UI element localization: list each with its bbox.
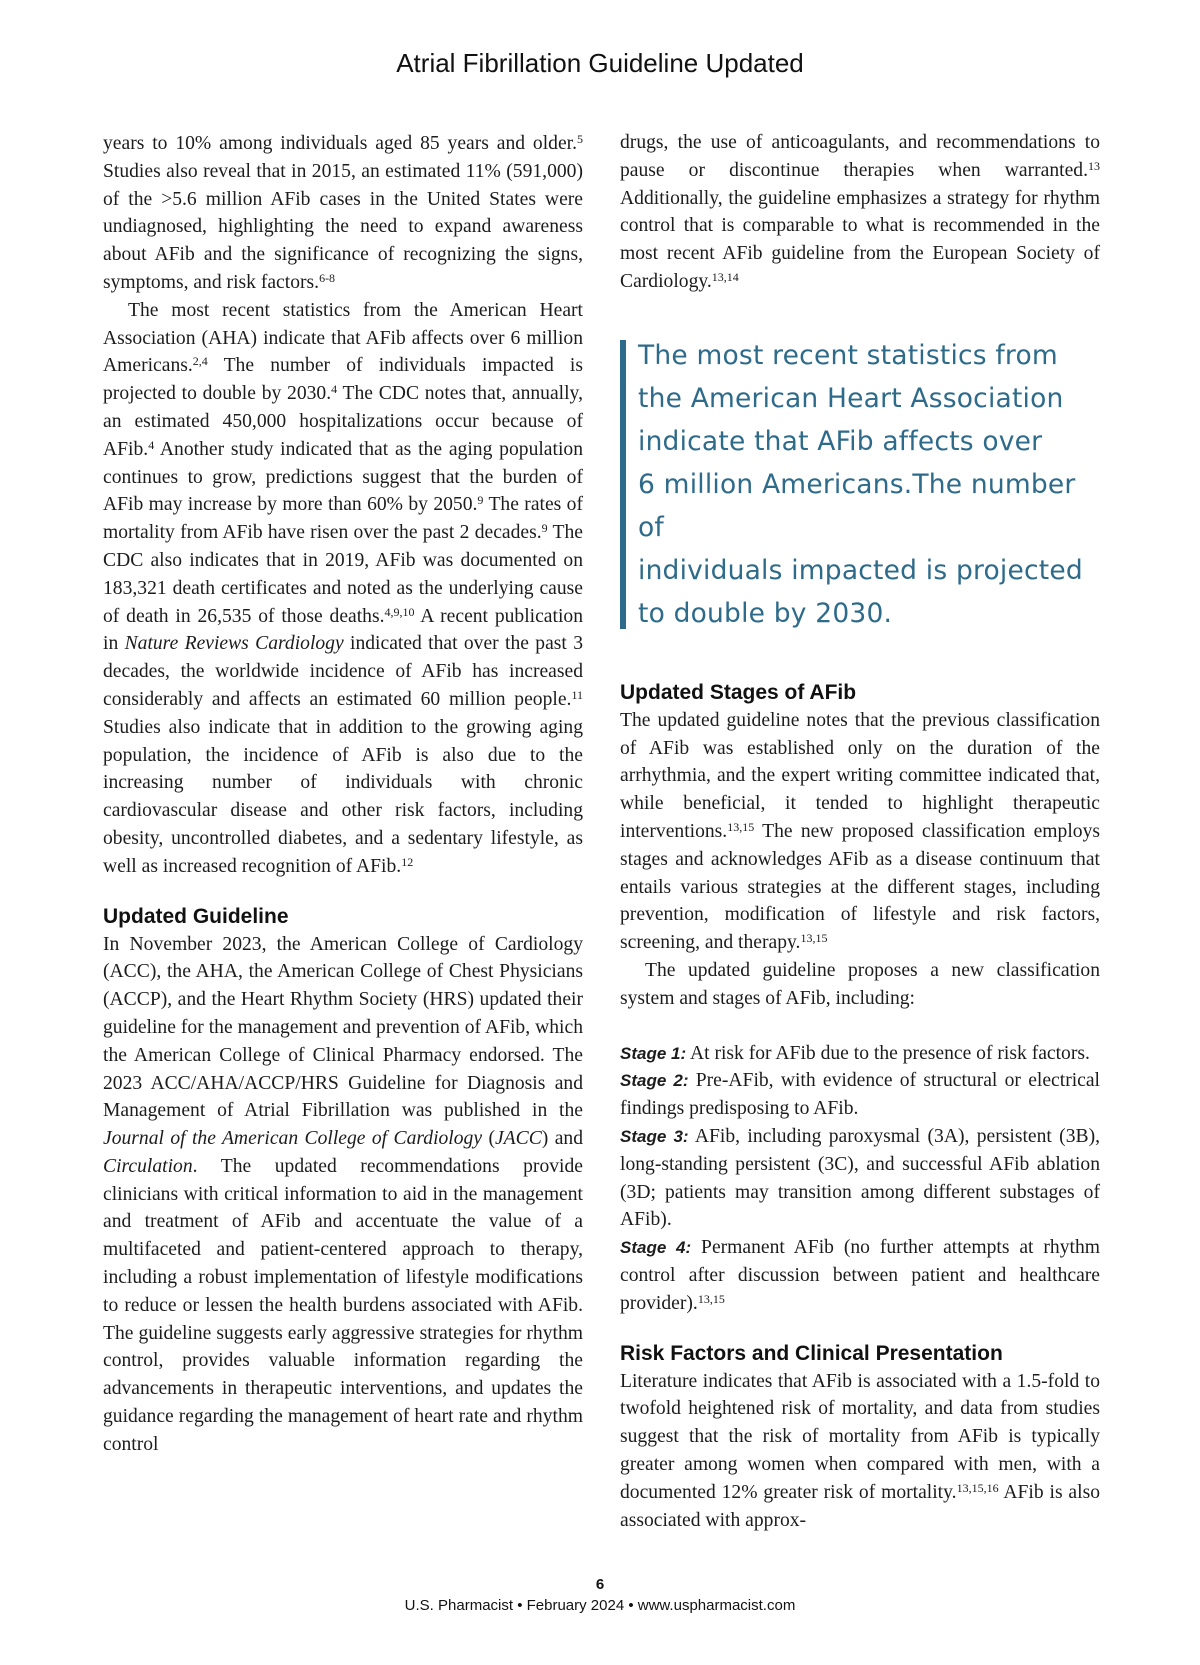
stage-list <box>620 1040 1100 1318</box>
paragraph: In November 2023, the American College of Cardiology (ACC), the AHA, the American College of Chest Physicians (ACCP), and the Heart Rhythm Society (HRS) updated their guideline for the management and prevention of AFib, which the American College of Clinical Pharmacy endorsed. The 2023 ACC/AHA/ACCP/HRS Guideline for Diagnosis and Management of Atrial Fibrillation was published in the Journal of the American College of Cardiology (JACC) and Circulation. The updated recommendations provide clinicians with critical information to aid in the management and treatment of AFib and accentuate the value of a multifaceted and patient-centered approach to therapy, including a robust implementation of lifestyle modifications to reduce or lessen the health burdens associated with AFib. The guideline suggests early aggressive strategies for rhythm control, provides valuable information regarding the advancements in therapeutic interventions, and updates the guidance regarding the management of heart rate and rhythm control <box>103 933 583 1455</box>
left-column <box>103 130 583 1459</box>
pull-quote-line: 6 million Americans.The number of <box>638 468 1076 543</box>
pull-quote <box>620 332 1100 635</box>
section-heading: Risk Factors and Clinical Presentation <box>620 1341 1003 1365</box>
stage-item: Stage 2: Pre-AFib, with evidence of structural or electrical findings predisposing to AFib. <box>620 1070 1100 1120</box>
pull-quote-line: the American Heart Association <box>638 382 1064 414</box>
section-heading: Updated Stages of AFib <box>620 680 857 704</box>
stage-item: Stage 4: Permanent AFib (no further attempts at rhythm control after discussion between patient and healthcare provider).$^{13,15}$ <box>620 1237 1100 1314</box>
running-head: Atrial Fibrillation Guideline Updated <box>396 48 804 78</box>
paragraph: The most recent statistics from the American Heart Association (AHA) indicate that AFib affects over 6 million Americans.$^{2,4}$ The number of individuals impacted is projected to double by 2030.$^4$ The CDC notes that, annually, an estimated 450,000 hospitalizations occur because of AFib.$^4$ Another study indicated that as the aging population continues to grow, predictions suggest that the burden of AFib may increase by more than 60% by 2050.$^9$ The rates of mortality from AFib have risen over the past 2 decades.$^9$ The CDC also indicates that in 2019, AFib was documented on 183,321 death certificates and noted as the underlying cause of death in 26,535 of those deaths.$^{4,9,10}$ A recent publication in Nature Reviews Cardiology indicated that over the past 3 decades, the worldwide incidence of AFib has increased considerably and affects an estimated 60 million people.$^{11}$ Studies also indicate that in addition to the growing aging population, the incidence of AFib is also due to the increasing number of individuals with chronic cardiovascular disease and other risk factors, including obesity, uncontrolled diabetes, and a sedentary lifestyle, as well as increased recognition of AFib.$^{12}$ <box>103 299 583 877</box>
stage-item: Stage 1: At risk for AFib due to the presence of risk factors. <box>620 1042 1090 1064</box>
pull-quote-line: The most recent statistics from <box>638 339 1058 371</box>
paragraph: drugs, the use of anticoagulants, and recommendations to pause or discontinue therapies when warranted.$^{13}$ Additionally, the guideline emphasizes a strategy for rhythm control that is comparable to what is recommended in the most recent AFib guideline from the European Society of Cardiology.$^{13,14}$ <box>620 132 1100 292</box>
paragraph: The updated guideline notes that the previous classification of AFib was established only on the duration of the arrhythmia, and the expert writing committee indicated that, while beneficial, it tended to highlight therapeutic interventions.$^{13,15}$ The new proposed classification employs stages and acknowledges AFib as a disease continuum that entails various strategies at the different stages, including prevention, modification of lifestyle and risk factors, screening, and therapy.$^{13,15}$ <box>620 709 1100 954</box>
pull-quote-bar <box>620 340 626 629</box>
stage-item: Stage 3: AFib, including paroxysmal (3A), persistent (3B), long-standing persistent (3C), and successful AFib ablation (3D; patients may transition among different substages of AFib). <box>620 1125 1100 1231</box>
paragraph: Literature indicates that AFib is associated with a 1.5-fold to twofold heightened risk of mortality, and data from studies suggest that the risk of mortality from AFib is typically greater among women when compared with men, with a documented 12% greater risk of mortality.$^{13,15,16}$ AFib is also associated with approx- <box>620 1370 1100 1531</box>
section-heading: Updated Guideline <box>103 904 289 928</box>
right-column <box>620 129 1100 1534</box>
publication-line: U.S. Pharmacist • February 2024 • www.uspharmacist.com <box>404 1597 796 1614</box>
pull-quote-line: indicate that AFib affects over <box>638 425 1043 457</box>
pull-quote-line: to double by 2030. <box>638 597 893 629</box>
pull-quote-line: individuals impacted is projected <box>638 554 1083 586</box>
page-number: 6 <box>595 1576 605 1593</box>
paragraph: years to 10% among individuals aged 85 years and older.$^5$ Studies also reveal that in 2015, an estimated 11% (591,000) of the >5.6 million AFib cases in the United States were undiagnosed, highlighting the need to expand awareness about AFib and the significance of recognizing the signs, symptoms, and risk factors.$^{6-8}$ <box>103 132 583 293</box>
paragraph: The updated guideline proposes a new classification system and stages of AFib, including: <box>620 959 1100 1009</box>
